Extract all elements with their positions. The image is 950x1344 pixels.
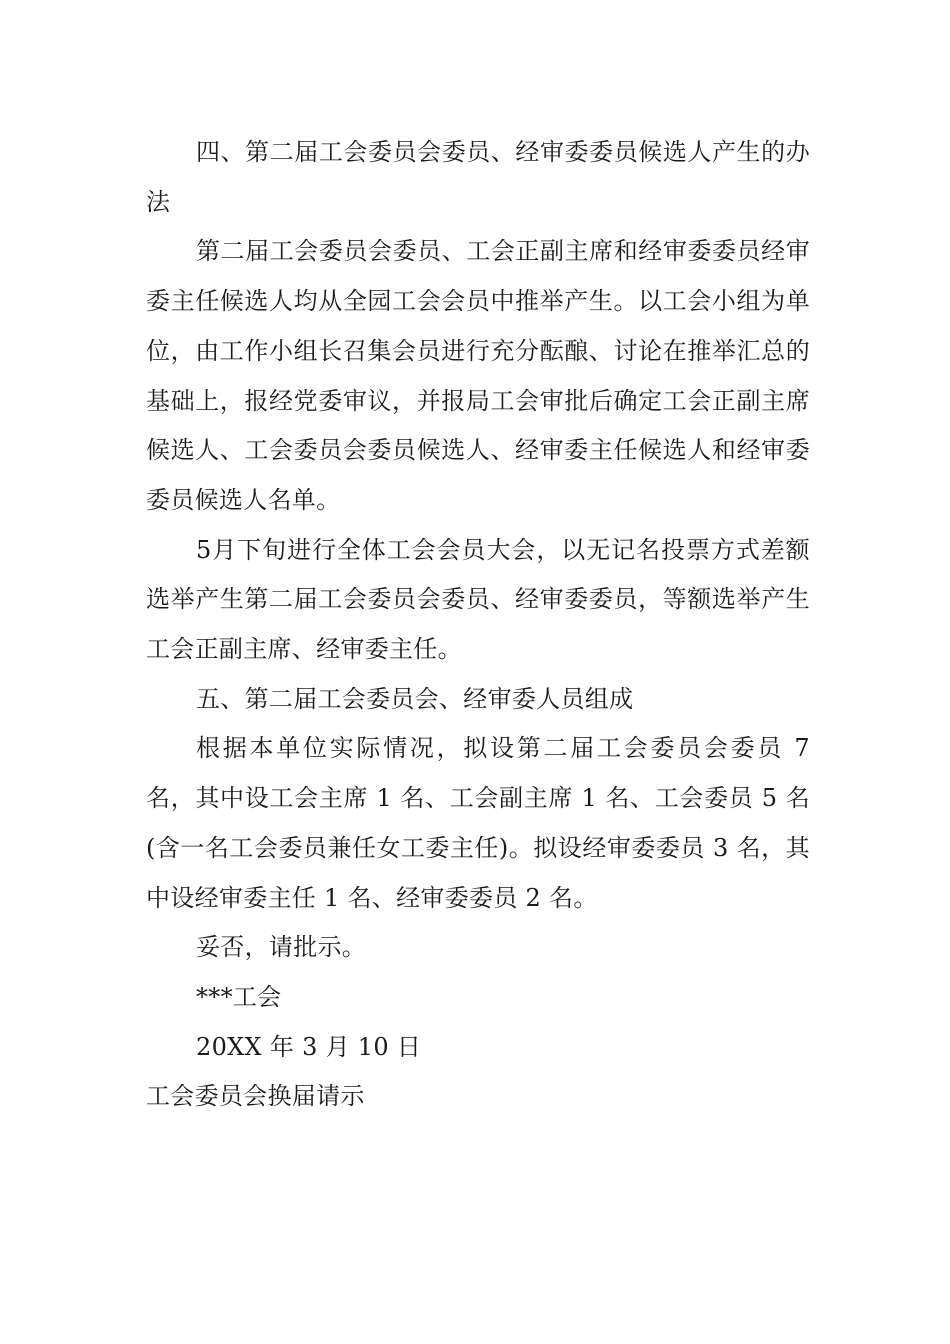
section-four-heading: 四、第二届工会委员会委员、经审委委员候选人产生的办法 (146, 138, 810, 216)
composition-paragraph: 根据本单位实际情况，拟设第二届工会委员会委员 7 名，其中设工会主席 1 名、工会副主席 1 名、工会委员 5 名(含一名工会委员兼任女工委主任)。拟设经审委委员 3 名，其中设经审委主任 1 名、经审委委员 2 名。 (146, 734, 810, 912)
nomination-paragraph: 第二届工会委员会委员、工会正副主席和经审委委员经审委主任候选人均从全园工会会员中推举产生。以工会小组为单位，由工作小组长召集会员进行充分酝酿、讨论在推举汇总的基础上，报经党委审议，并报局工会审批后确定工会正副主席候选人、工会委员会委员候选人、经审委主任候选人和经审委委员候选人名单。 (146, 237, 810, 514)
document-title-footer: 工会委员会换届请示 (146, 1082, 365, 1111)
election-paragraph: 5月下旬进行全体工会会员大会，以无记名投票方式差额选举产生第二届工会委员会委员、经审委委员，等额选举产生工会正副主席、经审委主任。 (146, 535, 810, 664)
document-body (146, 128, 810, 1122)
section-five-heading: 五、第二届工会委员会、经审委人员组成 (196, 684, 634, 713)
closing-request: 妥否，请批示。 (196, 933, 367, 962)
signature-organization: ***工会 (196, 982, 282, 1011)
signature-date: 20XX 年 3 月 10 日 (196, 1032, 422, 1061)
